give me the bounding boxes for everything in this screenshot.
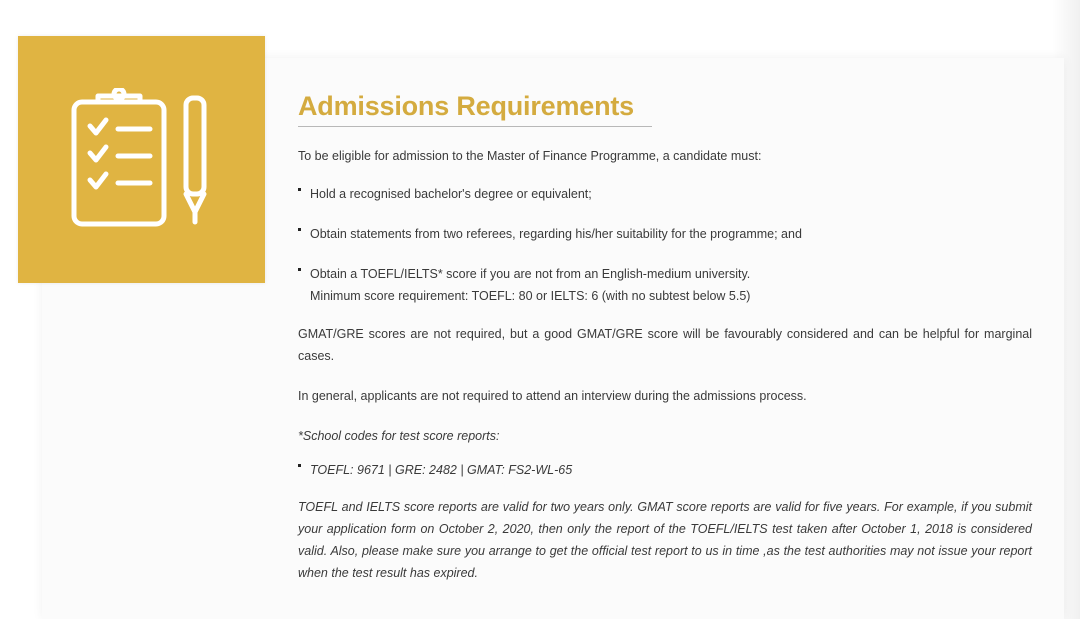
section-title: Admissions Requirements xyxy=(298,88,652,127)
requirements-list xyxy=(298,183,1032,307)
bullet-icon xyxy=(298,228,301,231)
list-item xyxy=(298,223,1032,245)
list-item xyxy=(298,459,1032,481)
interview-note: In general, applicants are not required to attend an interview during the admissions process. xyxy=(298,389,807,403)
section-icon-tile xyxy=(18,36,265,283)
bullet-icon xyxy=(298,188,301,191)
clipboard-checklist-icon xyxy=(68,88,228,268)
validity-note: TOEFL and IELTS score reports are valid for two years only. GMAT score reports are valid for five years. For example, if you submit your application form on October 2, 2020, then only the report of the TOEFL/IELTS test taken after October 1, 2018 is considered valid. Also, please make sure you arrange to get the official test report to us in time ,as the test authorities may not issue your report when the test result has expired. xyxy=(298,500,1032,580)
gmat-note: GMAT/GRE scores are not required, but a good GMAT/GRE score will be favourably considered and can be helpful for marginal cases. xyxy=(298,327,1032,363)
bullet-icon xyxy=(298,464,301,467)
bullet-icon xyxy=(298,268,301,271)
school-codes-list xyxy=(298,459,1032,481)
intro-text: To be eligible for admission to the Master of Finance Programme, a candidate must: xyxy=(298,149,762,163)
requirement-text: Hold a recognised bachelor's degree or equivalent; xyxy=(310,187,592,201)
school-codes-label: *School codes for test score reports: xyxy=(298,429,500,443)
list-item xyxy=(298,263,1032,307)
list-item xyxy=(298,183,1032,205)
requirement-text: Obtain statements from two referees, regarding his/her suitability for the programme; and xyxy=(310,227,802,241)
min-score-text: Minimum score requirement: TOEFL: 80 or IELTS: 6 (with no subtest below 5.5) xyxy=(310,289,751,303)
admissions-section xyxy=(298,88,1032,584)
school-codes-text: TOEFL: 9671 | GRE: 2482 | GMAT: FS2-WL-65 xyxy=(310,463,573,477)
requirement-text: Obtain a TOEFL/IELTS* score if you are not from an English-medium university. xyxy=(310,267,751,281)
